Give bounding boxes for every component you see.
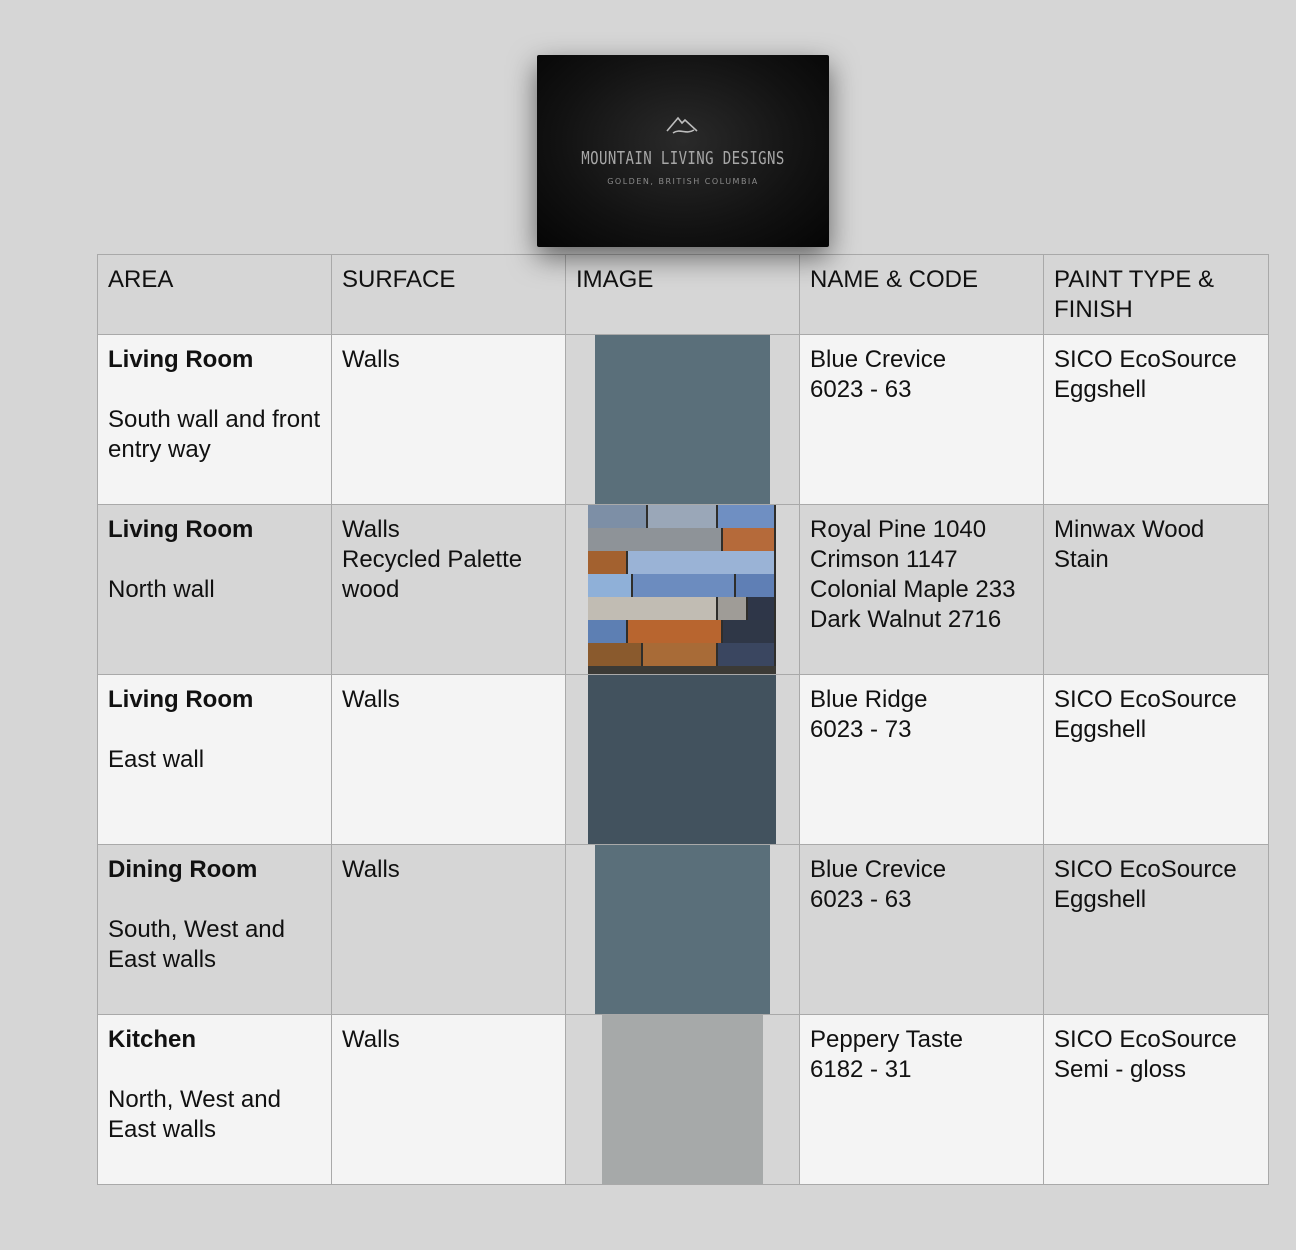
image-cell xyxy=(566,845,800,1015)
surface-cell xyxy=(332,335,566,505)
header-name-code: NAME & CODE xyxy=(800,255,1044,335)
area-description: South wall and front entry way xyxy=(108,406,321,463)
image-cell xyxy=(566,1015,800,1185)
paint-brand: SICO EcoSource xyxy=(1054,856,1237,883)
stain-name: Royal Pine 1040 xyxy=(810,516,987,543)
paint-schedule-table xyxy=(97,254,1269,1185)
area-cell xyxy=(98,845,332,1015)
paint-type-cell xyxy=(1044,335,1269,505)
area-description: North wall xyxy=(108,576,215,603)
image-cell xyxy=(566,675,800,845)
color-swatch xyxy=(595,335,770,504)
table-row xyxy=(98,675,1269,845)
paint-finish: Eggshell xyxy=(1054,886,1147,913)
surface-text: Walls xyxy=(342,1026,400,1053)
table-row xyxy=(98,335,1269,505)
surface-text: Walls xyxy=(342,516,400,543)
paint-brand: Minwax Wood Stain xyxy=(1054,516,1205,573)
color-code: 6023 - 63 xyxy=(810,886,912,913)
color-code: 6023 - 73 xyxy=(810,716,912,743)
table-row xyxy=(98,505,1269,675)
area-title: Dining Room xyxy=(108,856,258,883)
stain-name: Crimson 1147 xyxy=(810,546,958,573)
header-surface: SURFACE xyxy=(332,255,566,335)
paint-brand: SICO EcoSource xyxy=(1054,1026,1237,1053)
area-description: East wall xyxy=(108,746,205,773)
color-code: 6023 - 63 xyxy=(810,376,912,403)
surface-cell xyxy=(332,505,566,675)
surface-cell xyxy=(332,1015,566,1185)
paint-finish: Eggshell xyxy=(1054,376,1147,403)
color-swatch xyxy=(588,675,776,844)
color-name: Peppery Taste xyxy=(810,1026,963,1053)
paint-finish: Semi - gloss xyxy=(1054,1056,1187,1083)
header-area: AREA xyxy=(98,255,332,335)
table-row xyxy=(98,845,1269,1015)
paint-type-cell xyxy=(1044,675,1269,845)
paint-type-cell xyxy=(1044,505,1269,675)
area-description: South, West and East walls xyxy=(108,916,285,973)
name-code-cell xyxy=(800,505,1044,675)
surface-cell xyxy=(332,845,566,1015)
area-title: Living Room xyxy=(108,516,254,543)
mountain-logo-icon xyxy=(664,113,702,137)
surface-text: Walls xyxy=(342,686,400,713)
logo-sub-text: GOLDEN, BRITISH COLUMBIA xyxy=(607,177,759,186)
area-description: North, West and East walls xyxy=(108,1086,281,1143)
area-cell xyxy=(98,675,332,845)
surface-cell xyxy=(332,675,566,845)
color-code: 6182 - 31 xyxy=(810,1056,912,1083)
image-cell xyxy=(566,335,800,505)
image-cell xyxy=(566,505,800,675)
area-cell xyxy=(98,1015,332,1185)
name-code-cell xyxy=(800,335,1044,505)
stain-name: Colonial Maple 233 xyxy=(810,576,1016,603)
surface-text: Walls xyxy=(342,346,400,373)
color-name: Blue Ridge xyxy=(810,686,928,713)
area-title: Living Room xyxy=(108,346,254,373)
area-cell xyxy=(98,505,332,675)
color-swatch xyxy=(595,845,770,1014)
paint-type-cell xyxy=(1044,845,1269,1015)
surface-text: Recycled Palette wood xyxy=(342,546,523,603)
header-row xyxy=(98,255,1269,335)
surface-text: Walls xyxy=(342,856,400,883)
color-name: Blue Crevice xyxy=(810,856,947,883)
logo-card xyxy=(537,55,829,247)
paint-brand: SICO EcoSource xyxy=(1054,686,1237,713)
header-paint-type: PAINT TYPE & FINISH xyxy=(1044,255,1269,335)
name-code-cell xyxy=(800,845,1044,1015)
table-row xyxy=(98,1015,1269,1185)
paint-type-cell xyxy=(1044,1015,1269,1185)
paint-finish: Eggshell xyxy=(1054,716,1147,743)
color-swatch xyxy=(602,1015,763,1184)
wood-swatch-image xyxy=(588,505,776,674)
header-image: IMAGE xyxy=(566,255,800,335)
area-cell xyxy=(98,335,332,505)
area-title: Living Room xyxy=(108,686,254,713)
logo-brand-text: MOUNTAIN LIVING DESIGNS xyxy=(581,148,785,169)
area-title: Kitchen xyxy=(108,1026,197,1053)
stain-name: Dark Walnut 2716 xyxy=(810,606,1002,633)
paint-brand: SICO EcoSource xyxy=(1054,346,1237,373)
color-name: Blue Crevice xyxy=(810,346,947,373)
name-code-cell xyxy=(800,675,1044,845)
name-code-cell xyxy=(800,1015,1044,1185)
